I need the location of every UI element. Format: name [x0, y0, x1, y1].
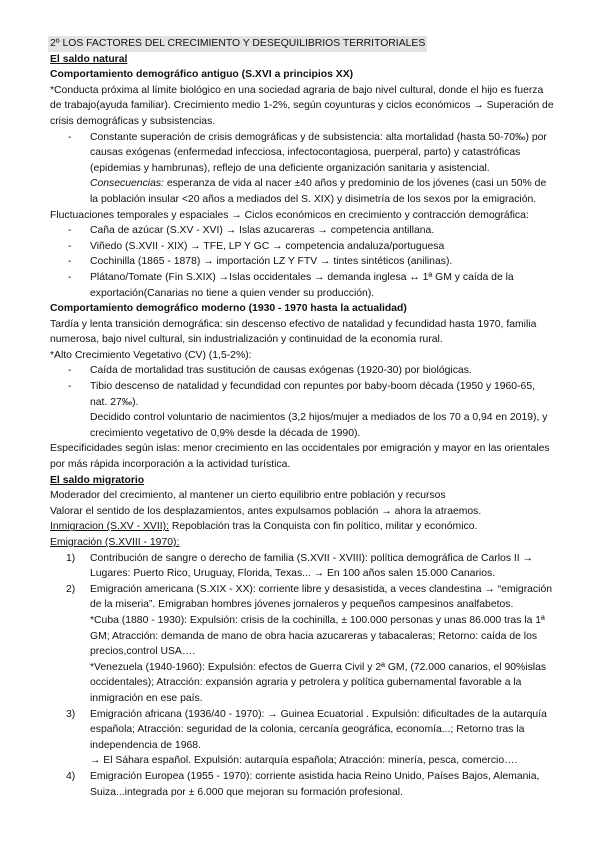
emigration-item-number: 2): [66, 583, 76, 595]
emigration-item-text: Emigración africana (1936/40 - 1970): → Guinea Ecuatorial . Expulsión: dificultades de la autarquía española; Atracción: seguridad de la colonia, cercanía geográfica, economía...; Retorno tras la independencia de 1968.: [90, 708, 547, 751]
migration-line-2: Valorar el sentido de los desplazamientos, antes expulsamos población → ahora la atraemos.: [50, 505, 482, 517]
ancient-bullet-text: Constante superación de crisis demográficas y de subsistencia: alta mortalidad (hasta 50-70‰) por causas exógenas (enfermedad infecciosa, infectocontagiosa, puerperal, parto) y catastróficas (epidemias y hambrunas), reflejo de una deficiente organización sanitaria y asistencial.: [90, 131, 547, 174]
emigration-item: [50, 551, 555, 582]
document-title: 2º LOS FACTORES DEL CRECIMIENTO Y DESEQUILIBRIOS TERRITORIALES: [48, 36, 427, 52]
modern-intro: Tardía y lenta transición demográfica: sin descenso efectivo de natalidad y fecundidad hasta 1970, familia numerosa, bajo nivel cultural, sin industrialización y continuidad de la economía rural.: [50, 318, 537, 346]
birth-control-paragraph: Decidido control voluntario de nacimientos (3,2 hijos/mujer a mediados de los 70 a 0,94 en 2019), y crecimiento vegetativo de 0,9% desde la década de 1990).: [90, 412, 548, 439]
emigration-item-text: Emigración americana (S.XIX - XX): corriente libre y desasistida, a veces clandestina → “emigración de la miseria”. Emigraban hombres jóvenes jornaleros y pequeños campesinos analfabetos.: [90, 583, 552, 611]
emigration-item-number: 3): [66, 708, 76, 720]
cycle-item: - Plátano/Tomate (Fin S.XIX) →Islas occidentales → demanda inglesa ↔ 1ª GM y caída de la exportación(Canarias no tiene a quien vender su producción).: [50, 270, 555, 301]
immigration-text: Repoblación tras la Conquista con fin político, militar y económico.: [168, 521, 478, 533]
fluctuations-paragraph: Fluctuaciones temporales y espaciales → Ciclos económicos en crecimiento y contracción demográfica:: [50, 209, 529, 221]
emigration-item: [50, 707, 555, 754]
modern-bullet: - Caída de mortalidad tras sustitución de causas exógenas (1920-30) por biológicas.: [50, 363, 555, 379]
title-line: [50, 36, 555, 52]
consequences-text: esperanza de vida al nacer ±40 años y predominio de los jóvenes (casi un 50% de la población insular <20 años a mediados del S. XIX) y disimetría de los sexos por la emigración.: [90, 178, 547, 205]
cycle-item: - Caña de azúcar (S.XV - XVI) → Islas azucareras → competencia antillana.: [50, 223, 555, 239]
cycle-item: - Cochinilla (1865 - 1878) → importación LZ Y FTV → tintes sintéticos (anilinas).: [50, 254, 555, 270]
ancient-intro: *Conducta próxima al límite biológico en una sociedad agraria de bajo nivel cultural, donde el hijo es fuerza de trabajo(ayuda familiar). Crecimiento medio 1-2%, según coyunturas y ciclos económicos → Superación de crisis demográficas y subsistencias.: [50, 84, 554, 127]
natural-heading: El saldo natural: [50, 53, 128, 65]
immigration-label: Inmigracion (S.XV - XVII):: [50, 521, 169, 533]
consequences-label: Consecuencias:: [90, 178, 164, 190]
modern-bullet: - Tibio descenso de natalidad y fecundidad con repuntes por baby-boom década (1950 y 1960-65, nat. 27‰).: [50, 379, 555, 410]
emigration-item-number: 1): [66, 552, 76, 564]
document-content: [50, 36, 555, 800]
sahara-paragraph: → El Sáhara español. Expulsión: autarquía española; Atracción: minería, pesca, comercio….: [90, 755, 518, 767]
emigration-item: [50, 769, 555, 800]
emigration-item-text: Emigración Europea (1955 - 1970): corriente asistida hacia Reino Unido, Países Bajos, Alemania, Suiza...integrada por ± 6.000 que mejoran su formación profesional.: [90, 770, 540, 798]
migration-line-1: Moderador del crecimiento, al mantener un cierto equilibrio entre población y recursos: [50, 490, 446, 502]
emigration-item: [50, 582, 555, 613]
cv-line: *Alto Crecimiento Vegetativo (CV) (1,5-2%):: [50, 349, 252, 361]
venezuela-paragraph: *Venezuela (1940-1960): Expulsión: efectos de Guerra Civil y 2ª GM, (72.000 canarios, el 90%islas occidentales); Atracción: expansión agraria y petrolera y política gubernamental favorable a la inmigración en ese país.: [90, 661, 547, 704]
immigration-paragraph: [50, 519, 555, 535]
cuba-paragraph: *Cuba (1880 - 1930): Expulsión: crisis de la cochinilla, ± 100.000 personas y unas 86.000 tras la 1ª GM; Atracción: demanda de mano de obra hacia azucareras y tabacaleras; Retorno: caída de los precios,control USA….: [90, 614, 545, 658]
emigration-label-line: [50, 535, 555, 551]
consequences-paragraph: [50, 176, 555, 207]
ancient-bullet: [50, 130, 555, 177]
ancient-heading: Comportamiento demográfico antiguo (S.XVI a principios XX): [50, 69, 354, 81]
cycle-item: - Viñedo (S.XVII - XIX) → TFE, LP Y GC → competencia andaluza/portuguesa: [50, 239, 555, 255]
emigration-item-text: Contribución de sangre o derecho de familia (S.XVII - XVIII): política demográfica de Carlos II → Lugares: Puerto Rico, Uruguay, Florida, Texas... → En 100 años salen 15.000 Canarios.: [90, 552, 533, 580]
emigration-label: Emigración (S.XVIII - 1970):: [50, 537, 180, 548]
migration-heading: El saldo migratorio: [50, 474, 145, 486]
modern-heading: Comportamiento demográfico moderno (1930 - 1970 hasta la actualidad): [50, 303, 407, 315]
island-specifics: Especificidades según islas: menor crecimiento en las occidentales por emigración y mayor en las orientales por más rápida incorporación a la actividad turística.: [50, 443, 550, 471]
emigration-item-number: 4): [66, 770, 76, 782]
